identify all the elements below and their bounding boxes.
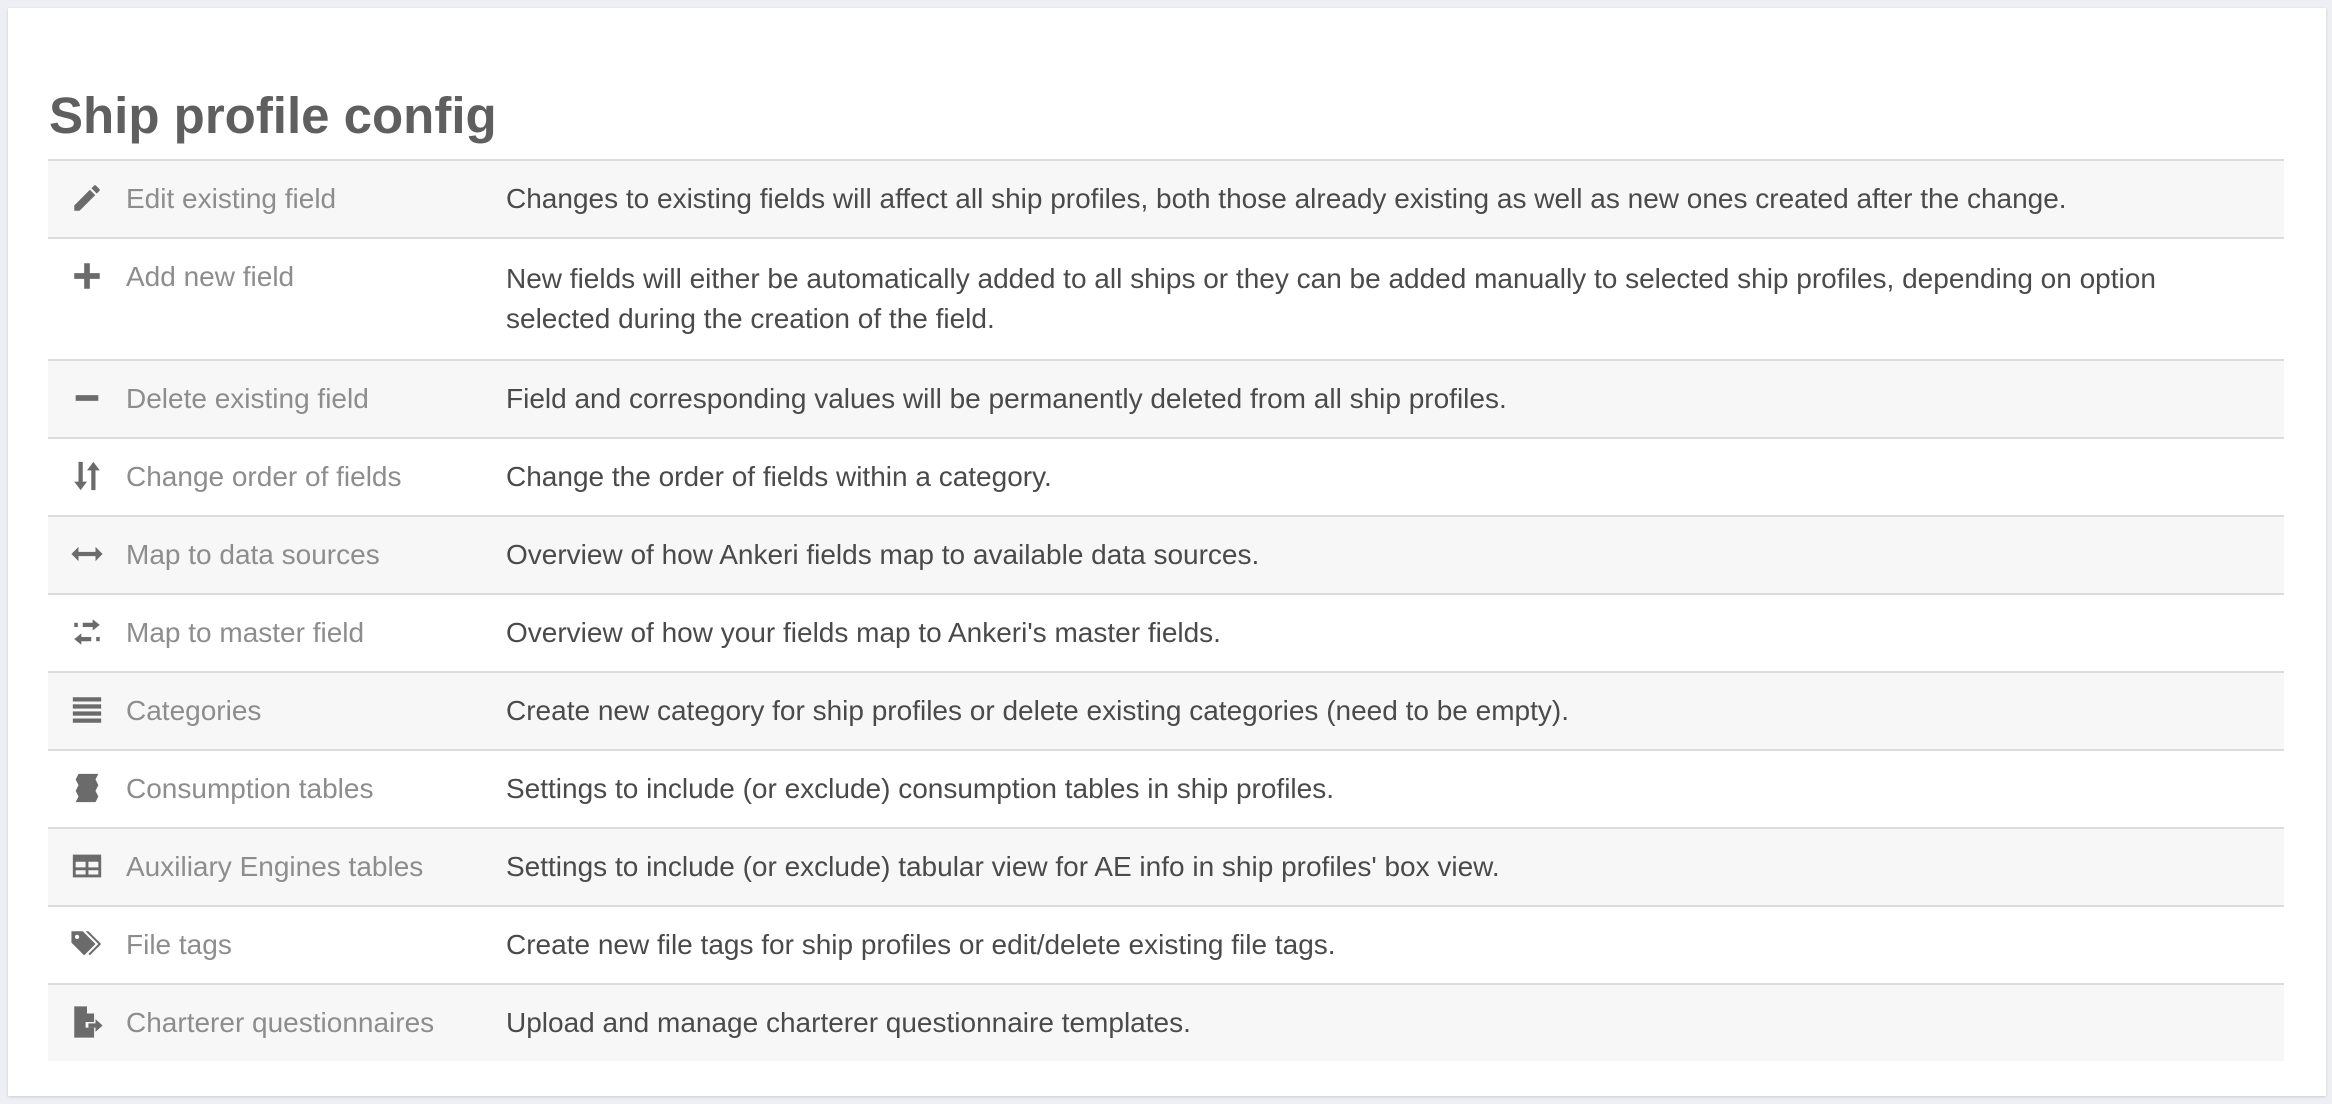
option-row-consumption-tables[interactable] bbox=[48, 751, 2284, 829]
option-row-categories[interactable] bbox=[48, 673, 2284, 751]
option-row-add-field[interactable] bbox=[48, 239, 2284, 361]
option-label: Edit existing field bbox=[126, 183, 337, 214]
option-description: Field and corresponding values will be permanently deleted from all ship profiles. bbox=[506, 383, 1507, 414]
list-icon bbox=[70, 693, 104, 727]
page-title: Ship profile config bbox=[49, 87, 497, 144]
option-row-file-tags[interactable] bbox=[48, 907, 2284, 985]
option-label: Add new field bbox=[126, 261, 295, 292]
tags-icon bbox=[70, 927, 104, 961]
option-row-charterer-questionnaires[interactable] bbox=[48, 985, 2284, 1061]
option-label: Map to master field bbox=[126, 617, 365, 648]
file-export-icon bbox=[70, 1005, 104, 1039]
option-description: Create new file tags for ship profiles or edit/delete existing file tags. bbox=[506, 929, 1336, 960]
swap-arrows-icon bbox=[70, 615, 104, 649]
option-row-change-order[interactable] bbox=[48, 439, 2284, 517]
option-label: File tags bbox=[126, 929, 232, 960]
scroll-table-icon bbox=[70, 771, 104, 805]
minus-icon bbox=[70, 381, 104, 415]
plus-icon bbox=[70, 259, 104, 293]
config-card bbox=[8, 8, 2326, 1096]
option-description: Settings to include (or exclude) tabular view for AE info in ship profiles' box view. bbox=[506, 851, 1500, 882]
option-row-auxiliary-engines-tables[interactable] bbox=[48, 829, 2284, 907]
option-row-map-master-field[interactable] bbox=[48, 595, 2284, 673]
option-label: Categories bbox=[126, 695, 262, 726]
option-description: Settings to include (or exclude) consumption tables in ship profiles. bbox=[506, 773, 1334, 804]
pencil-icon bbox=[70, 181, 104, 215]
sort-arrows-icon bbox=[70, 459, 104, 493]
option-row-map-data-sources[interactable] bbox=[48, 517, 2284, 595]
option-label: Change order of fields bbox=[126, 461, 402, 492]
table-icon bbox=[70, 849, 104, 883]
option-row-edit-field[interactable] bbox=[48, 161, 2284, 239]
option-label: Consumption tables bbox=[126, 773, 374, 804]
option-description: Create new category for ship profiles or delete existing categories (need to be empty). bbox=[506, 695, 1570, 726]
option-description: Change the order of fields within a category. bbox=[506, 461, 1052, 492]
horizontal-arrows-icon bbox=[70, 537, 104, 571]
option-description: Changes to existing fields will affect all ship profiles, both those already existing as well as new ones created after the change. bbox=[506, 183, 2067, 214]
config-options-table bbox=[48, 159, 2284, 1061]
option-description: Overview of how Ankeri fields map to available data sources. bbox=[506, 539, 1260, 570]
option-label: Delete existing field bbox=[126, 383, 369, 414]
option-description: Upload and manage charterer questionnaire templates. bbox=[506, 1007, 1191, 1038]
option-label: Auxiliary Engines tables bbox=[126, 851, 424, 882]
option-description: Overview of how your fields map to Ankeri's master fields. bbox=[506, 617, 1221, 648]
option-row-delete-field[interactable] bbox=[48, 361, 2284, 439]
option-description: New fields will either be automatically added to all ships or they can be added manually to selected ship profiles, depending on option selected during the creation of the field. bbox=[506, 263, 2156, 334]
option-label: Charterer questionnaires bbox=[126, 1007, 435, 1038]
option-label: Map to data sources bbox=[126, 539, 380, 570]
